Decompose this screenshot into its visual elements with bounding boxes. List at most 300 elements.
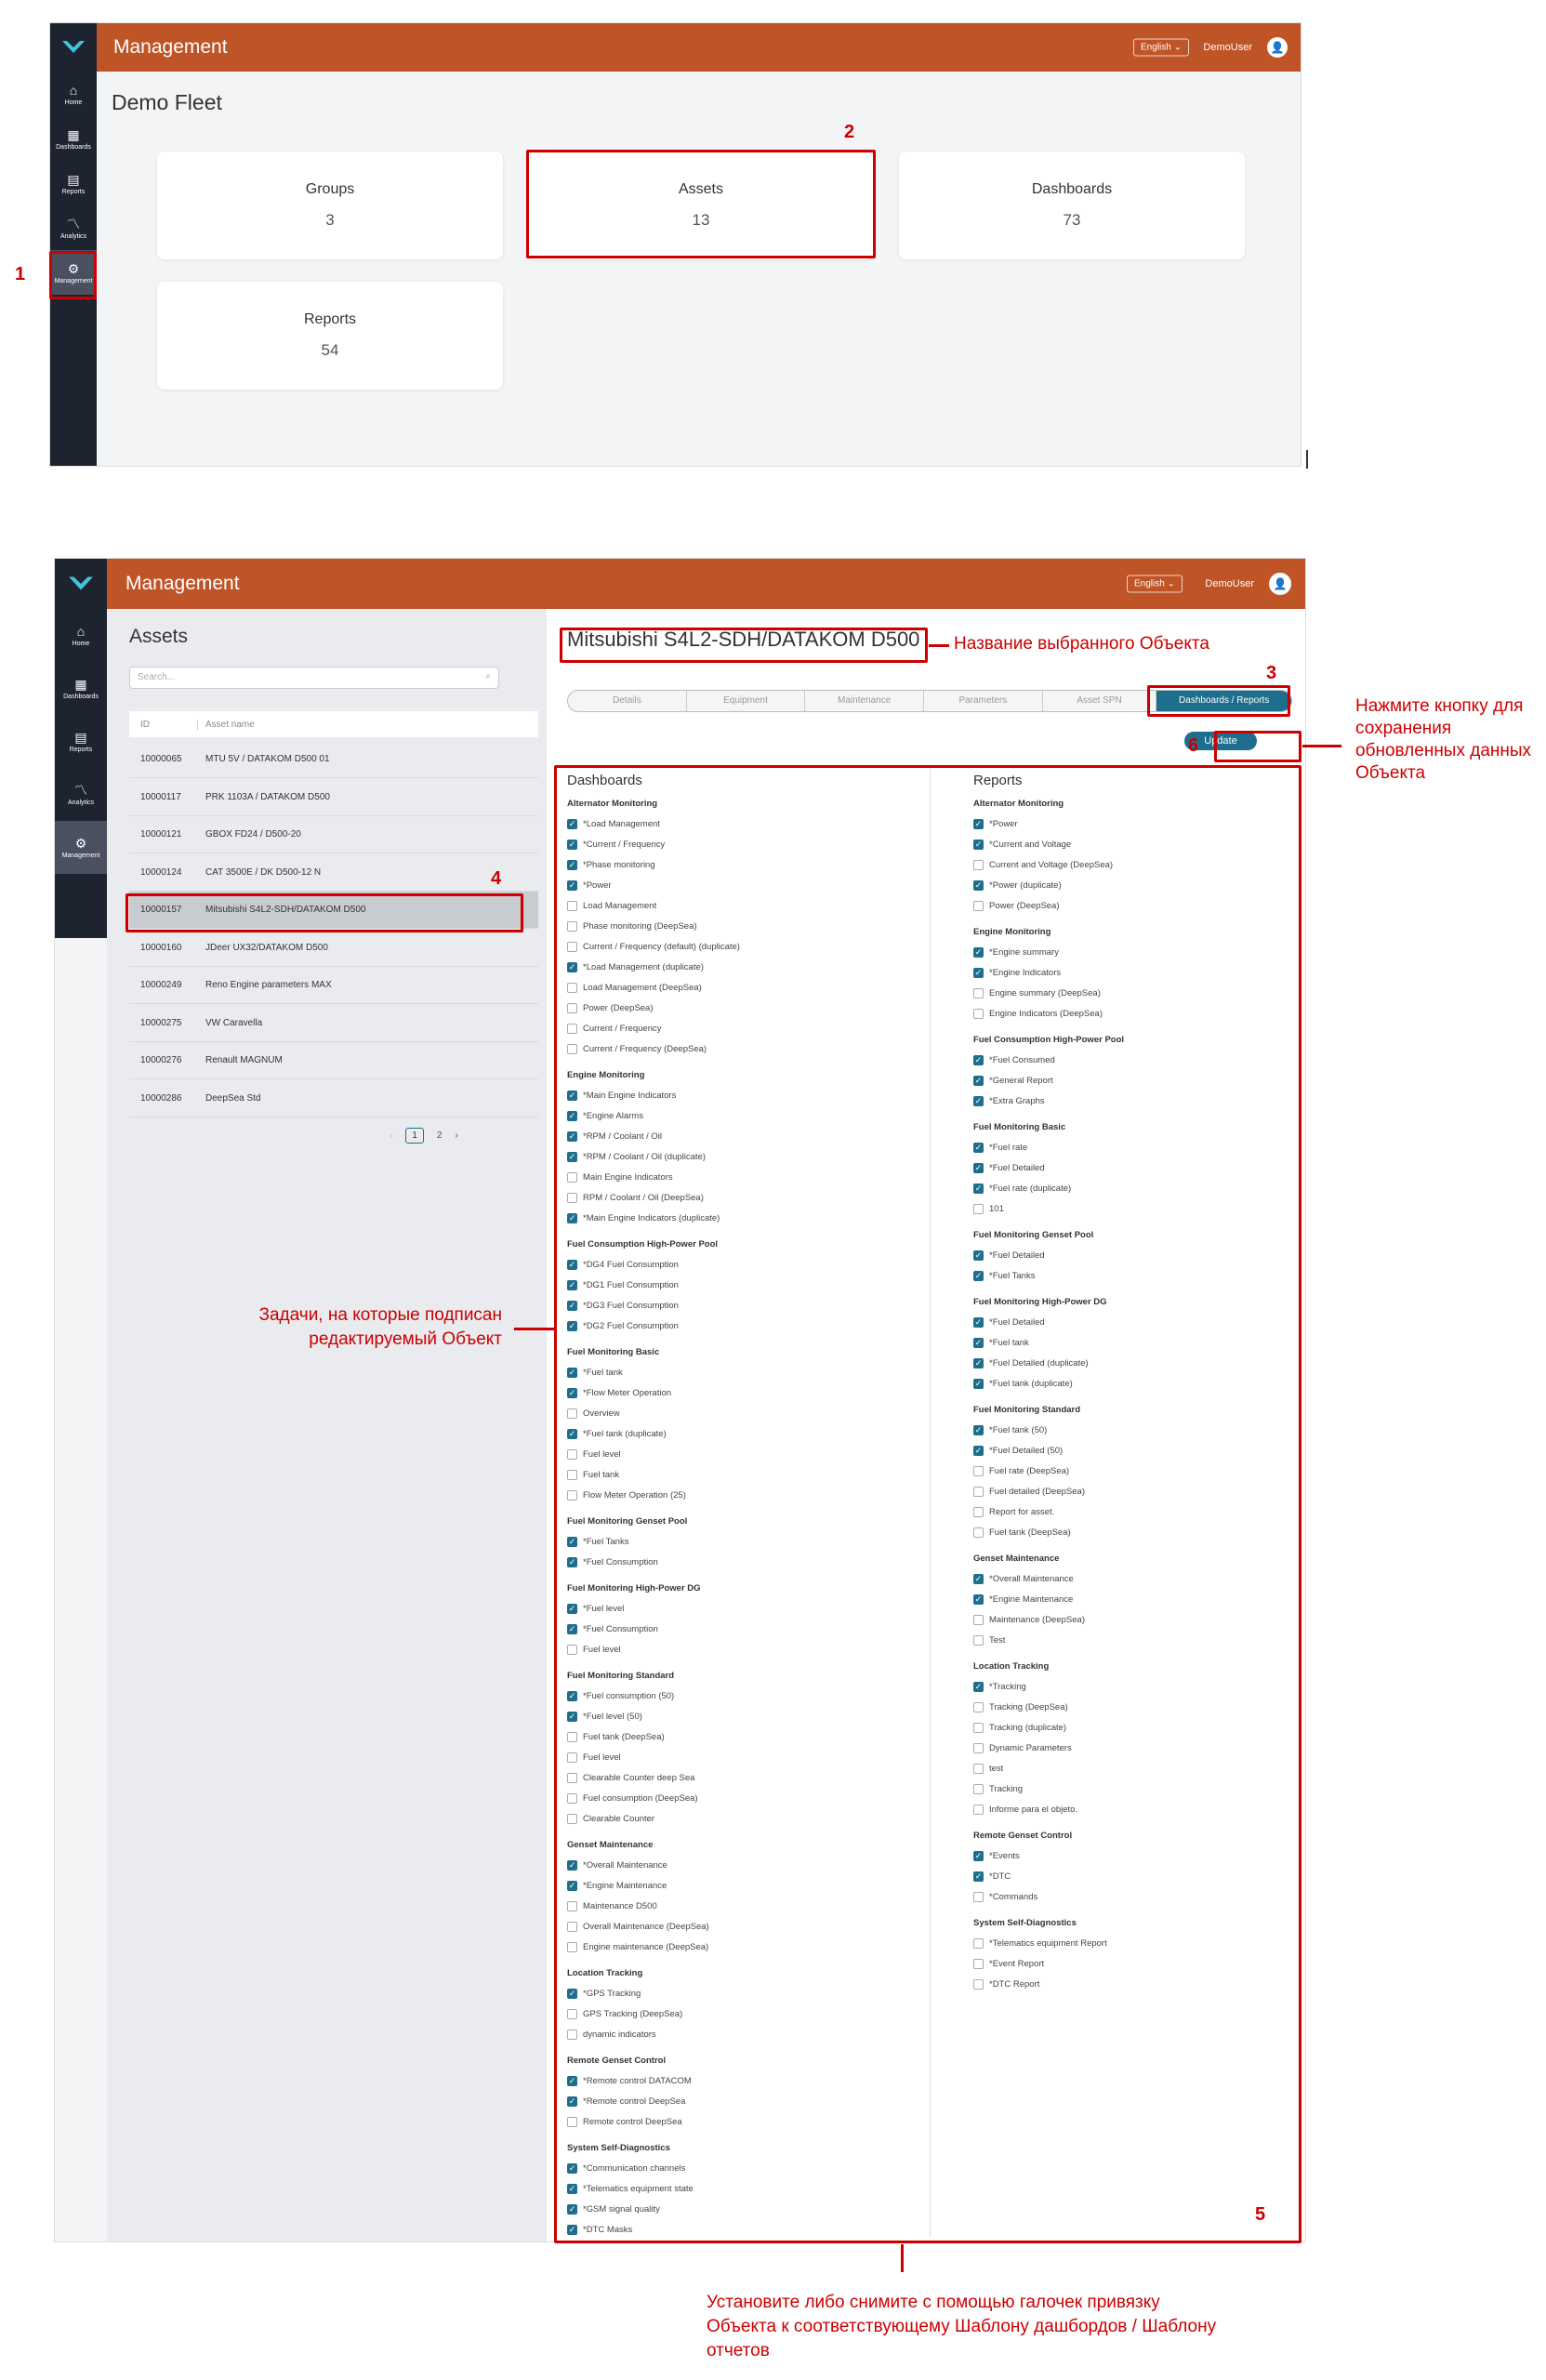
card-label: Groups — [305, 181, 355, 197]
row-id: 10000124 — [140, 866, 182, 878]
checkbox-checked-icon[interactable]: ✓ — [974, 1574, 983, 1583]
checkbox-checked-icon[interactable]: ✓ — [568, 1111, 576, 1120]
checkbox-label: *Fuel level (50) — [583, 1712, 642, 1722]
checkbox-label: Report for asset. — [989, 1507, 1055, 1517]
nav-item-home[interactable] — [55, 609, 107, 662]
note-tasks-text: Задачи, на которые подписан редактируемый Объект — [258, 1305, 502, 1349]
checkbox-label: GPS Tracking (DeepSea) — [583, 2009, 683, 2019]
checkbox-label: Tracking — [989, 1784, 1024, 1794]
pagination — [390, 1128, 458, 1144]
checkbox-checked-icon[interactable]: ✓ — [568, 2204, 576, 2214]
checkbox-label: *Fuel tank (duplicate) — [989, 1379, 1073, 1389]
search-icon[interactable]: ⌕ — [485, 671, 491, 681]
checkbox-checked-icon[interactable]: ✓ — [568, 962, 576, 972]
checkbox-label: Informe para el objeto. — [989, 1805, 1078, 1815]
checkbox-label: *Engine Maintenance — [583, 1881, 667, 1891]
checkbox-label: Remote control DeepSea — [583, 2117, 682, 2127]
language-select[interactable]: English ⌄ — [1133, 39, 1189, 57]
row-id: 10000160 — [140, 942, 182, 953]
checkbox-checked-icon[interactable]: ✓ — [974, 1096, 983, 1105]
card-label: Assets — [678, 181, 723, 197]
logo-chevron-icon — [68, 575, 94, 592]
header-title: Management — [113, 36, 228, 58]
checkbox-checked-icon[interactable]: ✓ — [974, 819, 983, 828]
group-heading: Fuel Monitoring Basic — [567, 1347, 660, 1357]
checkbox-label: *Fuel tank (50) — [989, 1425, 1048, 1435]
user-name[interactable]: DemoUser — [1203, 42, 1252, 53]
checkbox-checked-icon[interactable]: ✓ — [974, 1183, 983, 1193]
checkbox-label: *Fuel tank — [583, 1368, 623, 1378]
nav-item-reports[interactable] — [50, 161, 97, 205]
dashboards-card[interactable] — [899, 152, 1245, 259]
checkbox-label: Power (DeepSea) — [583, 1003, 654, 1013]
checkbox-label: Fuel level — [583, 1752, 621, 1763]
avatar[interactable]: 👤 — [1269, 573, 1291, 595]
note-checkbox-text: Установите либо снимите с помощью галочек привязку Объекта к соответствующему Шаблону дашбордов / Шаблону отчетов — [707, 2293, 1217, 2360]
checkbox-label: Clearable Counter deep Sea — [583, 1773, 695, 1783]
group-heading: Alternator Monitoring — [973, 799, 1064, 809]
checkbox-checked-icon[interactable]: ✓ — [568, 1989, 576, 1998]
annotation-number-5: 5 — [1255, 2204, 1266, 2225]
checkbox-label: dynamic indicators — [583, 2030, 656, 2040]
table-row[interactable] — [129, 1080, 538, 1117]
checkbox-checked-icon[interactable]: ✓ — [568, 1557, 576, 1567]
annotation-number-3: 3 — [1266, 663, 1277, 683]
checkbox-label: Fuel tank (DeepSea) — [989, 1527, 1071, 1538]
checkbox-label: Main Engine Indicators — [583, 1172, 673, 1183]
nav-label: Home — [72, 641, 90, 647]
checkbox-label: Load Management (DeepSea) — [583, 983, 702, 993]
table-row[interactable] — [129, 967, 538, 1004]
checkbox-label: Dynamic Parameters — [989, 1743, 1072, 1753]
checkbox-checked-icon[interactable]: ✓ — [974, 1425, 983, 1435]
logo[interactable] — [55, 559, 107, 609]
checkbox-label: *DTC — [989, 1871, 1011, 1882]
checkbox-label: *Overall Maintenance — [583, 1860, 667, 1871]
nav-label: Dashboards — [63, 694, 99, 700]
checkbox-checked-icon[interactable]: ✓ — [974, 1143, 983, 1152]
group-heading: System Self-Diagnostics — [973, 1918, 1077, 1928]
table-row[interactable] — [129, 741, 538, 778]
row-id: 10000121 — [140, 829, 182, 840]
nav-label: Dashboards — [56, 143, 91, 151]
row-asset-name: MTU 5V / DATAKOM D500 01 — [205, 754, 330, 764]
checkbox-checked-icon[interactable]: ✓ — [568, 2076, 576, 2085]
checkbox-label: Maintenance D500 — [583, 1901, 657, 1911]
pointer-line-asset-name — [929, 644, 949, 647]
checkbox-label: *Extra Graphs — [989, 1096, 1045, 1106]
highlight-dashboards-reports-lists — [554, 765, 1302, 2243]
gear-icon: ⚙ — [74, 836, 87, 851]
fleet-title: Demo Fleet — [112, 90, 222, 114]
checkbox-label: Current and Voltage (DeepSea) — [989, 860, 1114, 870]
column-asset-name[interactable]: Asset name — [205, 719, 255, 730]
group-heading: Fuel Monitoring Standard — [973, 1405, 1081, 1415]
group-heading: Engine Monitoring — [567, 1070, 645, 1080]
home-icon: ⌂ — [69, 82, 78, 98]
checkbox-checked-icon[interactable]: ✓ — [568, 1260, 576, 1269]
checkbox-label: *Main Engine Indicators (duplicate) — [583, 1213, 720, 1223]
checkbox-checked-icon[interactable]: ✓ — [568, 2225, 576, 2234]
checkbox-label: *Engine summary — [989, 947, 1059, 958]
group-heading: Genset Maintenance — [973, 1554, 1060, 1564]
note-asset-name: Название выбранного Объекта — [954, 634, 1209, 654]
row-asset-name: GBOX FD24 / D500-20 — [205, 829, 301, 840]
checkbox-label: *Communication channels — [583, 2163, 686, 2174]
highlight-management-nav — [49, 251, 97, 299]
table-row[interactable] — [129, 854, 538, 892]
row-asset-name: DeepSea Std — [205, 1092, 261, 1104]
checkbox-label: *DTC Report — [989, 1979, 1040, 1990]
group-heading: Remote Genset Control — [567, 2056, 667, 2066]
reports-card[interactable] — [157, 282, 503, 390]
group-heading: Fuel Monitoring Genset Pool — [973, 1230, 1094, 1240]
group-heading: Genset Maintenance — [567, 1840, 654, 1850]
pagination-page-1[interactable]: 1 — [405, 1128, 424, 1144]
checkbox-checked-icon[interactable]: ✓ — [974, 1594, 983, 1604]
checkbox-label: *Fuel consumption (50) — [583, 1691, 675, 1701]
checkbox-label: *Fuel Detailed — [989, 1317, 1045, 1328]
update-button[interactable]: Update — [1184, 732, 1257, 750]
row-asset-name: JDeer UX32/DATAKOM D500 — [205, 942, 328, 953]
checkbox-label: *Fuel Tanks — [583, 1537, 629, 1547]
checkbox-label: *RPM / Coolant / Oil — [583, 1131, 662, 1142]
checkbox-checked-icon[interactable]: ✓ — [974, 1682, 983, 1691]
checkbox-label: Power (DeepSea) — [989, 901, 1060, 911]
checkbox-label: Fuel tank (DeepSea) — [583, 1732, 665, 1742]
checkbox-label: Fuel consumption (DeepSea) — [583, 1793, 698, 1804]
checkbox-label: *Telematics equipment state — [583, 2184, 694, 2194]
checkbox-checked-icon[interactable]: ✓ — [568, 2184, 576, 2193]
card-value: 73 — [1063, 211, 1081, 229]
checkbox-checked-icon[interactable]: ✓ — [568, 840, 576, 849]
group-heading: Fuel Monitoring Standard — [567, 1671, 675, 1681]
home-icon: ⌂ — [76, 624, 86, 639]
checkbox-label: *Overall Maintenance — [989, 1574, 1074, 1584]
checkbox-checked-icon[interactable]: ✓ — [568, 880, 576, 890]
checkbox-checked-icon[interactable]: ✓ — [568, 1604, 576, 1613]
group-heading: Fuel Consumption High-Power Pool — [973, 1035, 1125, 1045]
sidebar — [50, 23, 97, 466]
groups-card[interactable] — [157, 152, 503, 259]
asset-name-title: Mitsubishi S4L2-SDH/DATAKOM D500 — [567, 628, 920, 651]
checkbox-label: *Flow Meter Operation — [583, 1388, 672, 1398]
header-bar — [107, 559, 1305, 609]
checkbox-checked-icon[interactable]: ✓ — [974, 1871, 983, 1881]
checkbox-label: *Fuel Detailed (duplicate) — [989, 1358, 1089, 1368]
highlight-selected-asset-row — [126, 893, 523, 932]
checkbox-checked-icon[interactable]: ✓ — [974, 1250, 983, 1260]
checkbox-checked-icon[interactable]: ✓ — [974, 1446, 983, 1455]
group-heading: Alternator Monitoring — [567, 799, 658, 809]
checkbox-label: *Fuel Consumption — [583, 1557, 658, 1567]
dashboards-column-title: Dashboards — [567, 773, 642, 788]
checkbox-label: *GPS Tracking — [583, 1989, 641, 1999]
checkbox-checked-icon[interactable]: ✓ — [568, 1091, 576, 1100]
table-header — [129, 711, 538, 737]
table-row[interactable] — [129, 1005, 538, 1042]
checkbox-label: *DTC Masks — [583, 2225, 633, 2235]
row-id: 10000157 — [140, 905, 182, 915]
nav-item-management[interactable] — [55, 821, 107, 874]
checkbox-checked-icon[interactable]: ✓ — [568, 1152, 576, 1161]
checkbox-label: Current / Frequency (DeepSea) — [583, 1044, 707, 1054]
nav-item-dashboards[interactable] — [50, 116, 97, 161]
nav-item-analytics[interactable] — [55, 768, 107, 821]
checkbox-label: *Current / Frequency — [583, 840, 666, 850]
tab-dashboards-reports[interactable]: Dashboards / Reports — [1156, 691, 1291, 711]
avatar[interactable]: 👤 — [1267, 37, 1288, 58]
nav-item-home[interactable] — [50, 72, 97, 116]
checkbox-label: Tracking (duplicate) — [989, 1723, 1067, 1733]
checkbox-checked-icon[interactable]: ✓ — [974, 880, 983, 890]
checkbox-label: *General Report — [989, 1076, 1053, 1086]
checkbox-label: *Fuel Detailed (50) — [989, 1446, 1064, 1456]
reports-icon: ▤ — [67, 171, 80, 187]
checkbox-label: *Telematics equipment Report — [989, 1938, 1107, 1949]
group-heading: Location Tracking — [567, 1968, 643, 1978]
checkbox-checked-icon[interactable]: ✓ — [974, 1379, 983, 1388]
checkbox-checked-icon[interactable]: ✓ — [568, 1691, 576, 1700]
row-asset-name: VW Caravella — [205, 1017, 263, 1028]
group-heading: Fuel Monitoring Basic — [973, 1122, 1066, 1132]
checkbox-label: *Phase monitoring — [583, 860, 655, 870]
checkbox-label: Flow Meter Operation (25) — [583, 1490, 686, 1501]
column-id[interactable]: ID — [129, 720, 198, 730]
checkbox-checked-icon[interactable]: ✓ — [568, 1429, 576, 1438]
checkbox-label: *Power — [583, 880, 612, 891]
table-row[interactable] — [129, 1042, 538, 1079]
cursor-mark — [1306, 450, 1308, 469]
checkbox-label: Clearable Counter — [583, 1814, 655, 1824]
tab-equipment[interactable]: Equipment — [687, 691, 806, 711]
checkbox-checked-icon[interactable]: ✓ — [568, 1368, 576, 1377]
checkbox-label: Engine Indicators (DeepSea) — [989, 1009, 1103, 1019]
checkbox-checked-icon[interactable]: ✓ — [568, 860, 576, 869]
checkbox-label: Fuel detailed (DeepSea) — [989, 1487, 1085, 1497]
checkbox-label: *Fuel level — [583, 1604, 625, 1614]
nav-item-analytics[interactable] — [50, 205, 97, 250]
sidebar — [55, 559, 107, 938]
checkbox-label: *Load Management (duplicate) — [583, 962, 704, 972]
assets-panel — [107, 609, 547, 2242]
checkbox-label: *Tracking — [989, 1682, 1026, 1692]
search-input[interactable] — [129, 667, 499, 689]
note-update-button — [1355, 695, 1532, 785]
nav-label: Management — [54, 277, 93, 284]
group-heading: Location Tracking — [973, 1661, 1050, 1672]
checkbox-checked-icon[interactable]: ✓ — [974, 968, 983, 977]
checkbox-label: test — [989, 1764, 1004, 1774]
row-asset-name: Reno Engine parameters MAX — [205, 980, 332, 990]
checkbox-checked-icon[interactable]: ✓ — [568, 2096, 576, 2106]
assets-title: Assets — [129, 626, 189, 647]
checkbox-checked-icon[interactable]: ✓ — [974, 840, 983, 849]
checkbox-label: *Remote control DeepSea — [583, 2096, 686, 2107]
checkbox-checked-icon[interactable]: ✓ — [568, 1131, 576, 1141]
highlight-update-button — [1214, 731, 1302, 762]
card-value: 54 — [321, 341, 339, 359]
checkbox-checked-icon[interactable]: ✓ — [568, 1881, 576, 1890]
card-value: 3 — [325, 211, 335, 229]
row-id: 10000065 — [140, 754, 182, 764]
checkbox-label: *Current and Voltage — [989, 840, 1072, 850]
nav-label: Reports — [69, 747, 93, 753]
header-title: Management — [126, 573, 240, 594]
row-asset-name: PRK 1103A / DATAKOM D500 — [205, 791, 330, 802]
nav-item-reports[interactable] — [55, 715, 107, 768]
checkbox-checked-icon[interactable]: ✓ — [974, 1851, 983, 1860]
pointer-line-update — [1302, 745, 1341, 747]
highlight-assets-card — [526, 150, 876, 258]
checkbox-label: *Fuel Tanks — [989, 1271, 1036, 1281]
language-select[interactable]: English ⌄ — [1127, 575, 1183, 593]
pointer-line-tasks — [514, 1328, 557, 1330]
checkbox-label: Current / Frequency (default) (duplicate) — [583, 942, 740, 952]
checkbox-label: *Fuel rate (duplicate) — [989, 1183, 1072, 1194]
checkbox-checked-icon[interactable]: ✓ — [568, 1388, 576, 1397]
dashboards-icon: ▦ — [74, 677, 87, 692]
checkbox-label: Overview — [583, 1408, 620, 1419]
group-heading: Engine Monitoring — [973, 927, 1051, 937]
checkbox-checked-icon[interactable]: ✓ — [974, 947, 983, 957]
annotation-number-4: 4 — [491, 868, 502, 889]
analytics-icon: 〽 — [74, 783, 87, 798]
row-asset-name: CAT 3500E / DK D500-12 N — [205, 866, 322, 878]
checkbox-checked-icon[interactable]: ✓ — [568, 1280, 576, 1289]
row-id: 10000249 — [140, 980, 182, 990]
checkbox-label: Fuel rate (DeepSea) — [989, 1466, 1070, 1476]
checkbox-checked-icon[interactable]: ✓ — [568, 1860, 576, 1870]
table-row[interactable] — [129, 779, 538, 816]
row-id: 10000276 — [140, 1055, 182, 1065]
checkbox-label: Current / Frequency — [583, 1024, 662, 1034]
checkbox-label: Tracking (DeepSea) — [989, 1702, 1068, 1712]
checkbox-label: *DG3 Fuel Consumption — [583, 1301, 679, 1311]
checkbox-checked-icon[interactable]: ✓ — [568, 1712, 576, 1721]
checkbox-label: *Load Management — [583, 819, 660, 829]
checkbox-checked-icon[interactable]: ✓ — [974, 1358, 983, 1368]
checkbox-checked-icon[interactable]: ✓ — [974, 1271, 983, 1280]
checkbox-label: Fuel tank — [583, 1470, 620, 1480]
checkbox-checked-icon[interactable]: ✓ — [974, 1076, 983, 1085]
group-heading: Fuel Monitoring High-Power DG — [973, 1297, 1107, 1307]
nav-label: Analytics — [59, 232, 86, 240]
nav-label: Home — [64, 99, 83, 106]
pagination-page-2[interactable]: 2 — [436, 1130, 443, 1141]
checkbox-label: *Engine Indicators — [989, 968, 1062, 978]
checkbox-checked-icon[interactable]: ✓ — [974, 1163, 983, 1172]
nav-label: Analytics — [67, 800, 94, 806]
reports-column-title: Reports — [973, 773, 1023, 788]
pointer-line-lists — [901, 2244, 904, 2272]
row-asset-name: Mitsubishi S4L2-SDH/DATAKOM D500 — [205, 905, 366, 915]
checkbox-label: Engine summary (DeepSea) — [989, 988, 1101, 998]
search-placeholder: Search... — [138, 672, 176, 682]
checkbox-checked-icon[interactable]: ✓ — [568, 1624, 576, 1633]
table-row[interactable] — [129, 816, 538, 853]
checkbox-label: Fuel level — [583, 1449, 621, 1460]
checkbox-label: *GSM signal quality — [583, 2204, 660, 2215]
card-label: Dashboards — [1031, 181, 1113, 197]
checkbox-label: *Main Engine Indicators — [583, 1091, 677, 1101]
reports-icon: ▤ — [74, 730, 87, 745]
checkbox-label: *Fuel tank (duplicate) — [583, 1429, 667, 1439]
row-asset-name: Renault MAGNUM — [205, 1055, 283, 1065]
checkbox-label: *Fuel Detailed — [989, 1163, 1045, 1173]
checkbox-label: 101 — [989, 1204, 1004, 1214]
logo[interactable] — [50, 23, 97, 72]
checkbox-checked-icon[interactable]: ✓ — [974, 1055, 983, 1064]
group-heading: Fuel Monitoring Genset Pool — [567, 1516, 688, 1527]
checkbox-label: *DG4 Fuel Consumption — [583, 1260, 679, 1270]
checkbox-label: RPM / Coolant / Oil (DeepSea) — [583, 1193, 704, 1203]
checkbox-label: *Power — [989, 819, 1018, 829]
user-name[interactable]: DemoUser — [1205, 578, 1254, 589]
checkbox-checked-icon[interactable]: ✓ — [568, 1321, 576, 1330]
language-label: English — [1141, 42, 1171, 53]
pagination-prev[interactable]: ‹ — [390, 1130, 393, 1141]
row-id: 10000275 — [140, 1017, 182, 1028]
checkbox-checked-icon[interactable]: ✓ — [568, 1301, 576, 1310]
checkbox-label: *Event Report — [989, 1959, 1045, 1969]
checkbox-label: Load Management — [583, 901, 657, 911]
logo-chevron-icon — [61, 40, 86, 55]
tab-details[interactable]: Details — [568, 691, 687, 711]
checkbox-label: *RPM / Coolant / Oil (duplicate) — [583, 1152, 706, 1162]
header-bar — [97, 23, 1301, 72]
nav-item-dashboards[interactable] — [55, 662, 107, 715]
checkbox-label: *Fuel rate — [989, 1143, 1028, 1153]
row-id: 10000117 — [140, 791, 181, 802]
pagination-next[interactable]: › — [455, 1130, 458, 1141]
checkbox-checked-icon[interactable]: ✓ — [568, 2163, 576, 2173]
checkbox-checked-icon[interactable]: ✓ — [974, 1338, 983, 1347]
checkbox-label: *Engine Maintenance — [989, 1594, 1074, 1605]
annotation-number-6: 6 — [1188, 735, 1199, 756]
checkbox-label: Test — [989, 1635, 1006, 1646]
tab-maintenance[interactable]: Maintenance — [805, 691, 924, 711]
checkbox-label: *Remote control DATACOM — [583, 2076, 692, 2086]
tab-parameters[interactable]: Parameters — [924, 691, 1043, 711]
card-label: Reports — [303, 311, 357, 327]
group-heading: Remote Genset Control — [973, 1831, 1073, 1841]
note-checkbox-instruction — [707, 2291, 1227, 2363]
tab-asset-spn[interactable]: Asset SPN — [1043, 691, 1157, 711]
checkbox-checked-icon[interactable]: ✓ — [568, 1213, 576, 1223]
checkbox-label: Overall Maintenance (DeepSea) — [583, 1922, 709, 1932]
card-value: 13 — [692, 211, 710, 229]
checkbox-checked-icon[interactable]: ✓ — [974, 1317, 983, 1327]
checkbox-label: *Events — [989, 1851, 1020, 1861]
analytics-icon: 〽 — [67, 216, 80, 231]
table-row[interactable] — [129, 930, 538, 967]
checkbox-label: *DG1 Fuel Consumption — [583, 1280, 679, 1290]
highlight-asset-name — [560, 628, 928, 663]
nav-label: Reports — [61, 188, 86, 195]
note-tasks — [186, 1303, 502, 1352]
checkbox-checked-icon[interactable]: ✓ — [568, 1537, 576, 1546]
annotation-number-1: 1 — [15, 264, 26, 284]
checkbox-label: Maintenance (DeepSea) — [989, 1615, 1085, 1625]
checkbox-label: Fuel level — [583, 1645, 621, 1655]
group-heading: Fuel Monitoring High-Power DG — [567, 1583, 701, 1593]
checkbox-label: *Engine Alarms — [583, 1111, 643, 1121]
group-heading: Fuel Consumption High-Power Pool — [567, 1239, 719, 1250]
checkbox-checked-icon[interactable]: ✓ — [568, 819, 576, 828]
row-id: 10000286 — [140, 1092, 182, 1104]
checkbox-label: *Fuel tank — [989, 1338, 1029, 1348]
